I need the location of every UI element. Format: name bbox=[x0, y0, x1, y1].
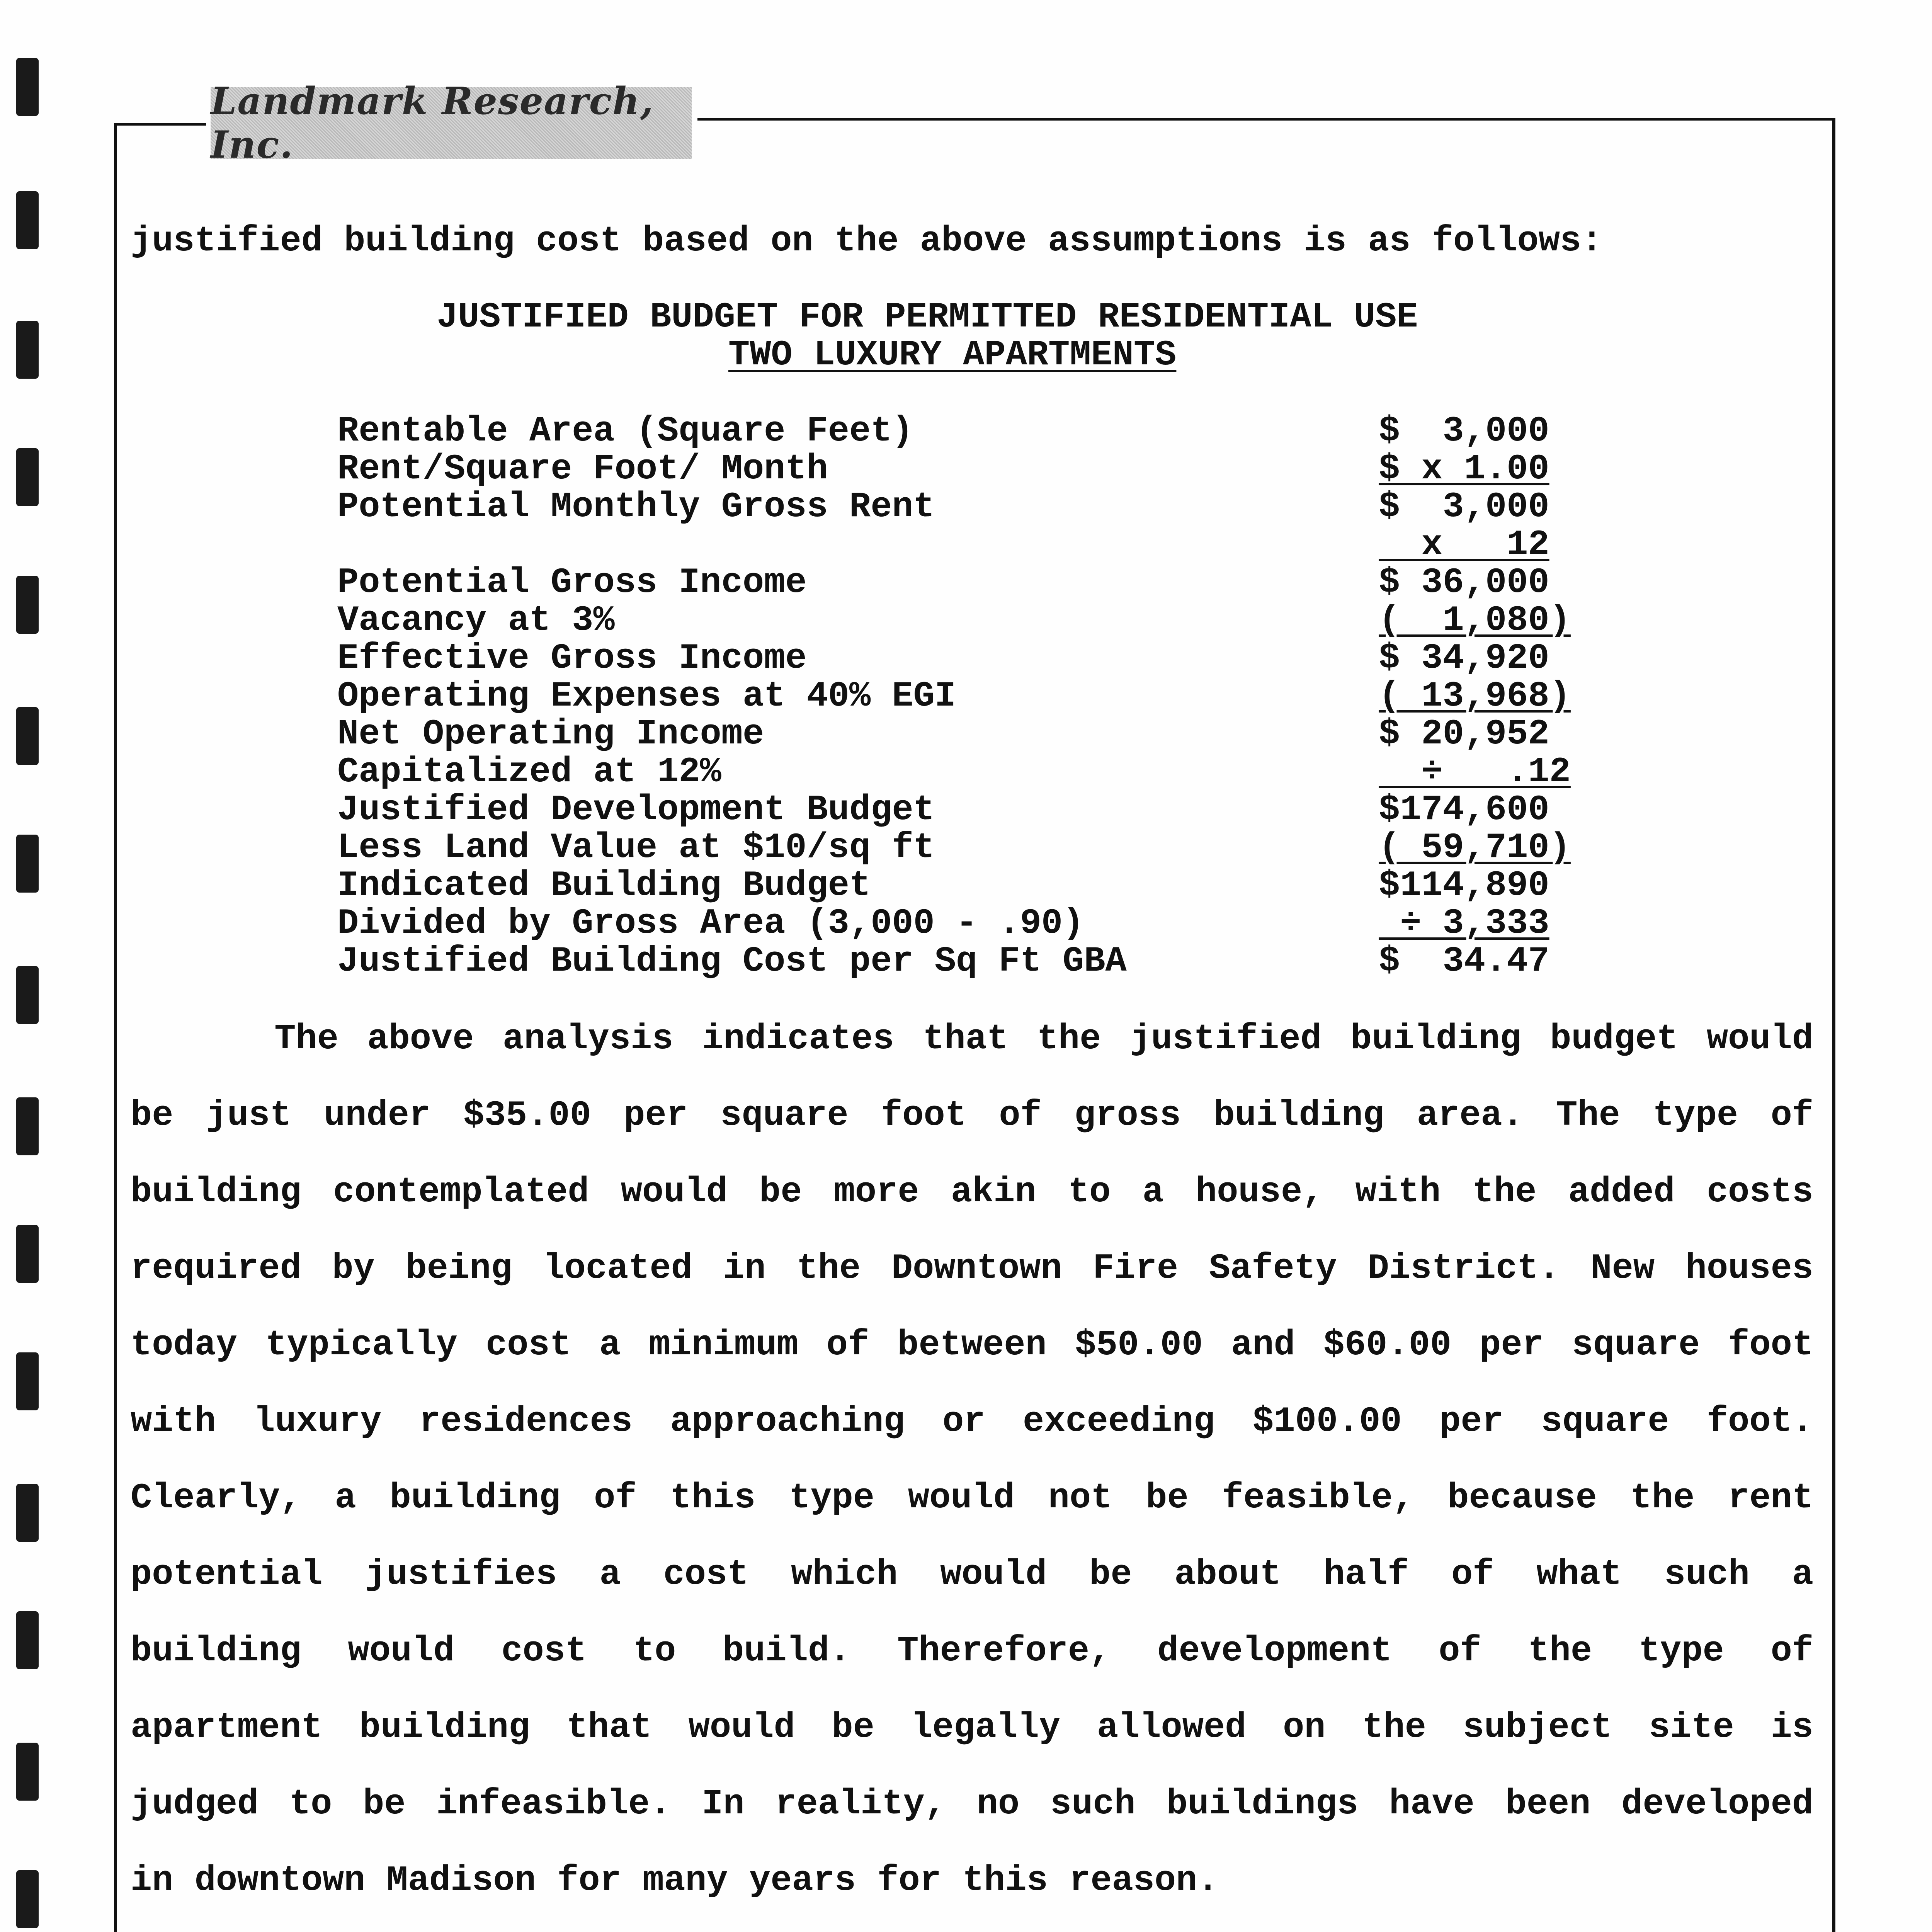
row-value: $ 20,952 bbox=[1379, 714, 1549, 754]
page-frame-top bbox=[114, 123, 206, 126]
row-label: Less Land Value at $10/sq ft bbox=[337, 827, 935, 868]
paragraph-line: Clearly, a building of this type would not be feasible, because the rent bbox=[131, 1478, 1813, 1518]
binding-hole bbox=[16, 835, 39, 893]
paragraph-line: potential justifies a cost which would be about half of what such a bbox=[131, 1554, 1813, 1595]
row-label: Net Operating Income bbox=[337, 714, 764, 754]
binding-hole bbox=[16, 1352, 39, 1410]
binding-hole bbox=[16, 966, 39, 1024]
row-label: Rent/Square Foot/ Month bbox=[337, 449, 828, 489]
row-value: $ 34.47 bbox=[1379, 941, 1549, 981]
row-label: Rentable Area (Square Feet) bbox=[337, 411, 913, 451]
row-value: $ 36,000 bbox=[1379, 562, 1549, 603]
row-value: $114,890 bbox=[1379, 865, 1549, 906]
row-value: $ 3,000 bbox=[1379, 411, 1549, 451]
binding-hole bbox=[16, 58, 39, 116]
binding-hole bbox=[16, 576, 39, 634]
row-label: Capitalized at 12% bbox=[337, 752, 721, 792]
binding-hole bbox=[16, 1611, 39, 1669]
row-label: Divided by Gross Area (3,000 - .90) bbox=[337, 903, 1084, 944]
paragraph-line bbox=[131, 1920, 1813, 1932]
row-value: $ 34,920 bbox=[1379, 638, 1549, 679]
binding-hole bbox=[16, 1097, 39, 1155]
paragraph-line: apartment building that would be legally allowed on the subject site is bbox=[131, 1707, 1813, 1748]
row-label: Effective Gross Income bbox=[337, 638, 807, 679]
row-label: Vacancy at 3% bbox=[337, 600, 615, 641]
paragraph-line: be just under $35.00 per square foot of gross building area. The type of bbox=[131, 1095, 1813, 1136]
row-label: Justified Development Budget bbox=[337, 789, 935, 830]
row-label: Indicated Building Budget bbox=[337, 865, 871, 906]
paragraph-line: The above analysis indicates that the justified building budget would bbox=[131, 1019, 1813, 1059]
row-value: $174,600 bbox=[1379, 789, 1549, 830]
table-subtitle: TWO LUXURY APARTMENTS bbox=[728, 335, 1177, 375]
paragraph-line: building would cost to build. Therefore, development of the type of bbox=[131, 1631, 1813, 1671]
row-value: $ 3,000 bbox=[1379, 486, 1549, 527]
row-value: ÷ .12 bbox=[1379, 752, 1571, 792]
paragraph-line: building contemplated would be more akin to a house, with the added costs bbox=[131, 1172, 1813, 1212]
binding-hole bbox=[16, 1743, 39, 1801]
row-label: Potential Gross Income bbox=[337, 562, 807, 603]
row-label: Justified Building Cost per Sq Ft GBA bbox=[337, 941, 1127, 981]
binding-hole bbox=[16, 1484, 39, 1542]
intro-line: justified building cost based on the above assumptions is as follows: bbox=[131, 221, 1603, 261]
page-frame-right bbox=[1832, 118, 1835, 1932]
paragraph-line: in downtown Madison for many years for this reason. bbox=[131, 1860, 1219, 1901]
paragraph-line: with luxury residences approaching or exceeding $100.00 per square foot. bbox=[131, 1401, 1813, 1442]
row-label: Potential Monthly Gross Rent bbox=[337, 486, 935, 527]
binding-hole bbox=[16, 1870, 39, 1928]
company-logo: Landmark Research, Inc. bbox=[211, 87, 692, 159]
row-label: Operating Expenses at 40% EGI bbox=[337, 676, 956, 716]
row-value: ÷ 3,333 bbox=[1379, 903, 1549, 944]
page-frame-left bbox=[114, 123, 117, 1932]
page-frame-top bbox=[697, 118, 1835, 121]
binding-hole bbox=[16, 1225, 39, 1283]
body-paragraph bbox=[131, 1001, 1813, 1919]
binding-hole bbox=[16, 191, 39, 249]
row-value: ( 13,968) bbox=[1379, 676, 1571, 716]
binding-hole bbox=[16, 707, 39, 765]
binding-hole bbox=[16, 448, 39, 506]
row-value: $ x 1.00 bbox=[1379, 449, 1549, 489]
binding-hole bbox=[16, 321, 39, 379]
paragraph-line: judged to be infeasible. In reality, no such buildings have been developed bbox=[131, 1784, 1813, 1824]
table-title: JUSTIFIED BUDGET FOR PERMITTED RESIDENTIAL USE bbox=[437, 297, 1418, 337]
body-paragraph bbox=[131, 1920, 1813, 1932]
paragraph-line: today typically cost a minimum of between $50.00 and $60.00 per square foot bbox=[131, 1325, 1813, 1365]
paragraph-line: required by being located in the Downtown Fire Safety District. New houses bbox=[131, 1248, 1813, 1289]
row-value: x 12 bbox=[1379, 524, 1549, 565]
row-value: ( 1,080) bbox=[1379, 600, 1571, 641]
row-value: ( 59,710) bbox=[1379, 827, 1571, 868]
